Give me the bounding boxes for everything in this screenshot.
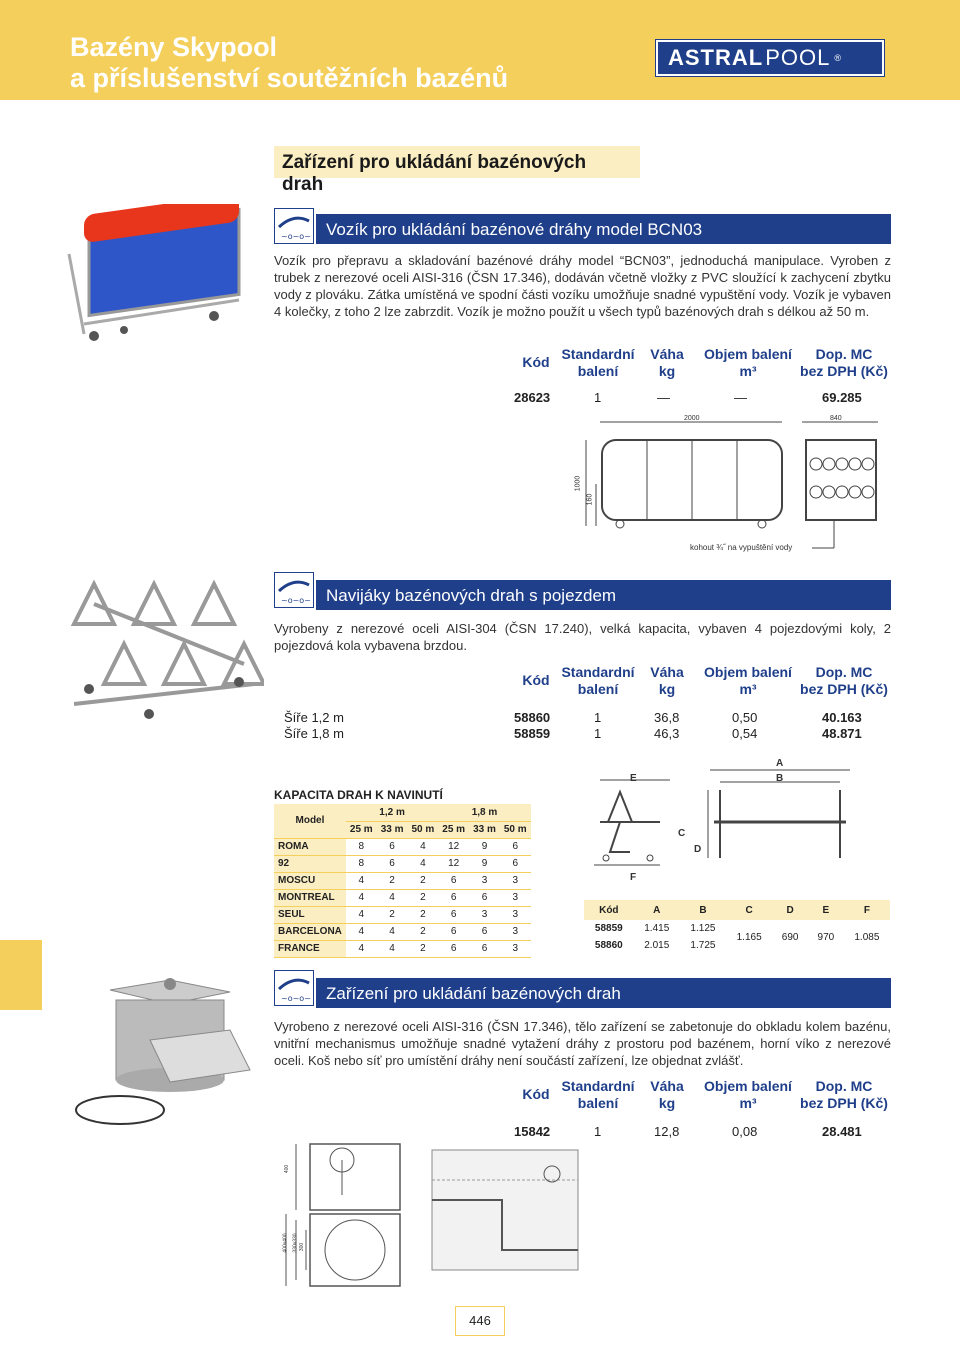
th-baleni-1: Standardní <box>561 346 635 362</box>
product-badge-icon <box>274 572 314 608</box>
row-vaha: 12,8 <box>654 1124 680 1139</box>
dims-head: E <box>808 900 844 920</box>
th-objem-1: Objem balení <box>704 664 792 680</box>
table-row <box>274 923 531 940</box>
cap-model: MOSCU <box>274 872 346 889</box>
th-cena <box>798 664 890 698</box>
cap-cell: 8 <box>346 855 377 872</box>
cap-cell: 6 <box>438 872 469 889</box>
th-cena <box>798 1078 890 1112</box>
dims-d: 690 <box>781 931 799 943</box>
row-baleni: 1 <box>594 390 602 405</box>
cap-sub: 50 m <box>407 821 438 838</box>
dims-kod: 58860 <box>594 940 623 951</box>
dims-a: 2.015 <box>644 940 670 951</box>
cap-cell: 4 <box>377 940 408 957</box>
th-cena-1: Dop. MC <box>815 664 873 680</box>
product-title-3: Zařízení pro ukládání bazénových drah <box>316 978 891 1008</box>
th-kod: Kód <box>522 1086 550 1102</box>
row-kod: 58860 <box>514 710 551 725</box>
table-row <box>274 838 531 855</box>
dims-head: F <box>844 900 890 920</box>
th-baleni-1: Standardní <box>561 1078 635 1094</box>
dims-kod: 58859 <box>594 923 623 934</box>
th-baleni <box>558 1078 638 1112</box>
dim-label-d: D <box>694 844 702 855</box>
cap-cell: 6 <box>438 906 469 923</box>
cap-model: 92 <box>274 855 346 872</box>
th-baleni-2: balení <box>577 363 619 379</box>
th-objem <box>700 664 796 698</box>
row-kod: 28623 <box>514 390 551 405</box>
dim-length: 2000 <box>684 415 700 422</box>
cap-cell: 6 <box>438 923 469 940</box>
cap-cell: 4 <box>377 923 408 940</box>
cap-model-header: Model <box>274 804 346 838</box>
cap-cell: 6 <box>438 889 469 906</box>
row-cena: 40.163 <box>822 710 862 725</box>
cap-cell: 6 <box>377 838 408 855</box>
th-cena-2: bez DPH (Kč) <box>800 363 888 379</box>
page-title-line2: a příslušenství soutěžních bazénů <box>70 63 509 93</box>
drain-note: kohout ¾˝ na vypuštění vody <box>690 543 793 552</box>
dim-label-e: E <box>630 773 637 784</box>
th-vaha-2: kg <box>658 681 676 697</box>
cap-cell: 2 <box>407 923 438 940</box>
table-row <box>512 390 892 408</box>
cap-cell: 6 <box>500 838 531 855</box>
capacity-table <box>274 804 531 958</box>
row-objem: 0,50 <box>732 710 758 725</box>
row-baleni: 1 <box>594 710 602 725</box>
dims-head: B <box>680 900 726 920</box>
cap-sub: 25 m <box>346 821 377 838</box>
cap-cell: 3 <box>500 940 531 957</box>
dim-depth: 840 <box>830 415 842 422</box>
th-vaha-1: Váha <box>650 346 684 362</box>
cap-cell: 2 <box>377 872 408 889</box>
th-baleni <box>558 664 638 698</box>
cap-sub: 25 m <box>438 821 469 838</box>
cap-cell: 9 <box>469 838 500 855</box>
cap-cell: 2 <box>407 889 438 906</box>
dim-label-a: A <box>776 758 784 769</box>
svg-text:~o~o~: ~o~o~ <box>281 232 311 241</box>
row-cena: 28.481 <box>822 1124 862 1139</box>
th-baleni <box>558 346 638 380</box>
dim-label-f: F <box>630 872 637 883</box>
cap-cell: 4 <box>346 940 377 957</box>
th-vaha <box>640 664 694 698</box>
dims-b: 1.725 <box>690 940 716 951</box>
row-objem: 0,54 <box>732 726 758 741</box>
th-vaha-1: Váha <box>650 664 684 680</box>
th-cena <box>798 346 890 380</box>
th-objem-1: Objem balení <box>704 346 792 362</box>
cap-cell: 3 <box>469 872 500 889</box>
dims-head: C <box>726 900 772 920</box>
table-row <box>274 726 892 744</box>
table-row <box>274 872 531 889</box>
cap-cell: 6 <box>469 940 500 957</box>
th-cena-2: bez DPH (Kč) <box>800 1095 888 1111</box>
cap-cell: 4 <box>346 872 377 889</box>
row-vaha: 46,3 <box>654 726 680 741</box>
cap-cell: 4 <box>407 855 438 872</box>
cap-cell: 4 <box>346 889 377 906</box>
cap-cell: 3 <box>500 906 531 923</box>
logo-reg: ® <box>834 53 842 63</box>
cap-model: BARCELONA <box>274 923 346 940</box>
cap-cell: 6 <box>438 940 469 957</box>
cap-cell: 3 <box>500 872 531 889</box>
dim-label-b: B <box>776 773 784 784</box>
dim-a: 400 <box>284 1164 291 1174</box>
dims-e: 970 <box>817 931 835 943</box>
product-description-1: Vozík pro přepravu a skladování bazénové dráhy model “BCN03”, jednoduchá manipulace. Vyroben z trubek z nerezové oceli AISI-316 (ČSN 17.346), dodáván včetně vložky z PVC sloužící k zachycení zbytku vody z plováku. Zátka umístěná ve spodní části vozíku umožňuje snadné vypuštění vody. Vozík je vybaven 4 kolečky, z toho 2 lze zabrzdit. Vozík je možno použít u všech typů bazénových drah s délkou až 50 m. <box>274 253 891 319</box>
row-vaha: — <box>657 390 670 405</box>
dim-label-c: C <box>678 828 686 839</box>
cap-sub: 33 m <box>377 821 408 838</box>
table-row <box>584 920 890 937</box>
cap-cell: 4 <box>407 838 438 855</box>
th-cena-1: Dop. MC <box>815 346 873 362</box>
th-cena-2: bez DPH (Kč) <box>800 681 888 697</box>
cap-cell: 8 <box>346 838 377 855</box>
table-row <box>274 906 531 923</box>
product-badge-icon <box>274 208 314 244</box>
th-baleni-2: balení <box>577 681 619 697</box>
th-objem-1: Objem balení <box>704 1078 792 1094</box>
th-objem <box>700 346 796 380</box>
cap-cell: 3 <box>500 889 531 906</box>
dim-height: 1000 <box>574 475 582 492</box>
cap-model: ROMA <box>274 838 346 855</box>
row-vaha: 36,8 <box>654 710 680 725</box>
row-objem: 0,08 <box>732 1124 758 1139</box>
storage-technical-drawing <box>282 1140 582 1290</box>
cap-cell: 3 <box>500 923 531 940</box>
row-cena: 48.871 <box>822 726 862 741</box>
dimensions-table <box>584 900 890 954</box>
cap-cell: 6 <box>469 923 500 940</box>
cap-sub: 50 m <box>500 821 531 838</box>
row-baleni: 1 <box>594 1124 602 1139</box>
product-badge-icon <box>274 970 314 1006</box>
row-kod: 15842 <box>514 1124 551 1139</box>
svg-text:~o~o~: ~o~o~ <box>281 994 311 1003</box>
cap-group1: 1,2 m <box>346 804 438 821</box>
capacity-title: KAPACITA DRAH K NAVINUTÍ <box>274 788 443 802</box>
page-title-line1: Bazény Skypool <box>70 32 278 62</box>
cap-cell: 4 <box>346 923 377 940</box>
cap-model: MONTREAL <box>274 889 346 906</box>
row-label: Šíře 1,8 m <box>284 726 344 741</box>
row-objem: — <box>734 390 747 405</box>
logo-bold: ASTRAL <box>668 45 764 70</box>
cap-cell: 6 <box>469 889 500 906</box>
cap-cell: 12 <box>438 855 469 872</box>
storage-box-photo <box>70 970 260 1140</box>
dims-head: Kód <box>584 900 634 920</box>
th-baleni-1: Standardní <box>561 664 635 680</box>
row-cena: 69.285 <box>822 390 862 405</box>
cap-cell: 12 <box>438 838 469 855</box>
cap-sub: 33 m <box>469 821 500 838</box>
th-objem-2: m³ <box>739 1095 757 1111</box>
cap-cell: 2 <box>407 940 438 957</box>
dims-b: 1.125 <box>690 923 716 934</box>
th-kod: Kód <box>522 672 550 688</box>
page-number: 446 <box>455 1306 505 1336</box>
table-row <box>274 889 531 906</box>
cap-cell: 3 <box>469 906 500 923</box>
th-objem-2: m³ <box>739 681 757 697</box>
th-vaha-2: kg <box>658 1095 676 1111</box>
th-vaha-1: Váha <box>650 1078 684 1094</box>
th-objem-2: m³ <box>739 363 757 379</box>
th-objem <box>700 1078 796 1112</box>
row-kod: 58859 <box>514 726 551 741</box>
dim-b: 400x400 <box>282 1233 289 1253</box>
cap-cell: 2 <box>377 906 408 923</box>
astralpool-logo <box>656 40 884 76</box>
th-vaha-2: kg <box>658 363 676 379</box>
cap-cell: 2 <box>407 872 438 889</box>
side-tab <box>0 940 42 1010</box>
dims-head: A <box>634 900 680 920</box>
cap-cell: 4 <box>377 889 408 906</box>
th-cena-1: Dop. MC <box>815 1078 873 1094</box>
page-title <box>70 32 508 94</box>
row-label: Šíře 1,2 m <box>284 710 344 725</box>
cap-model: SEUL <box>274 906 346 923</box>
cap-cell: 4 <box>346 906 377 923</box>
dim-small: 160 <box>586 493 594 506</box>
th-vaha <box>640 346 694 380</box>
table-row <box>274 940 531 957</box>
cap-group2: 1,8 m <box>438 804 530 821</box>
dims-a: 1.415 <box>644 923 670 934</box>
dim-d: 300 <box>299 1242 306 1252</box>
table-row <box>274 855 531 872</box>
section-title: Zařízení pro ukládání bazénových drah <box>274 146 640 178</box>
svg-text:~o~o~: ~o~o~ <box>281 596 311 605</box>
logo-light: POOL <box>765 45 831 70</box>
cap-cell: 6 <box>377 855 408 872</box>
reel-photo <box>64 574 264 724</box>
product-title-1: Vozík pro ukládání bazénové dráhy model BCN03 <box>316 214 891 244</box>
cap-cell: 2 <box>407 906 438 923</box>
row-baleni: 1 <box>594 726 602 741</box>
th-baleni-2: balení <box>577 1095 619 1111</box>
cap-model: FRANCE <box>274 940 346 957</box>
th-vaha <box>640 1078 694 1112</box>
cart-technical-drawing <box>572 414 882 556</box>
product-description-2: Vyrobeny z nerezové oceli AISI-304 (ČSN 17.240), velká kapacita, vybaven 4 pojezdovými koly, 2 pojezdová kola vybavena brzdou. <box>274 621 891 653</box>
lane-cart-photo <box>64 204 254 344</box>
th-kod: Kód <box>522 354 550 370</box>
dim-c: 330x330 <box>292 1233 299 1253</box>
product-description-3: Vyrobeno z nerezové oceli AISI-316 (ČSN 17.346), tělo zařízení se zabetonuje do obkladu kolem bazénu, vnitřní mechanismus umožňuje snadné vytažení dráhy z prostoru pod bazénem, horní víko z nerezové oceli. Koš nebo síť pro umístění dráhy není součástí zařízení, lze objednat zvlášť. <box>274 1019 891 1068</box>
dims-f: 1.085 <box>854 931 880 943</box>
cap-cell: 9 <box>469 855 500 872</box>
cap-cell: 6 <box>500 855 531 872</box>
product-title-2: Navijáky bazénových drah s pojezdem <box>316 580 891 610</box>
dims-head: D <box>772 900 808 920</box>
dims-c: 1.165 <box>736 931 762 943</box>
